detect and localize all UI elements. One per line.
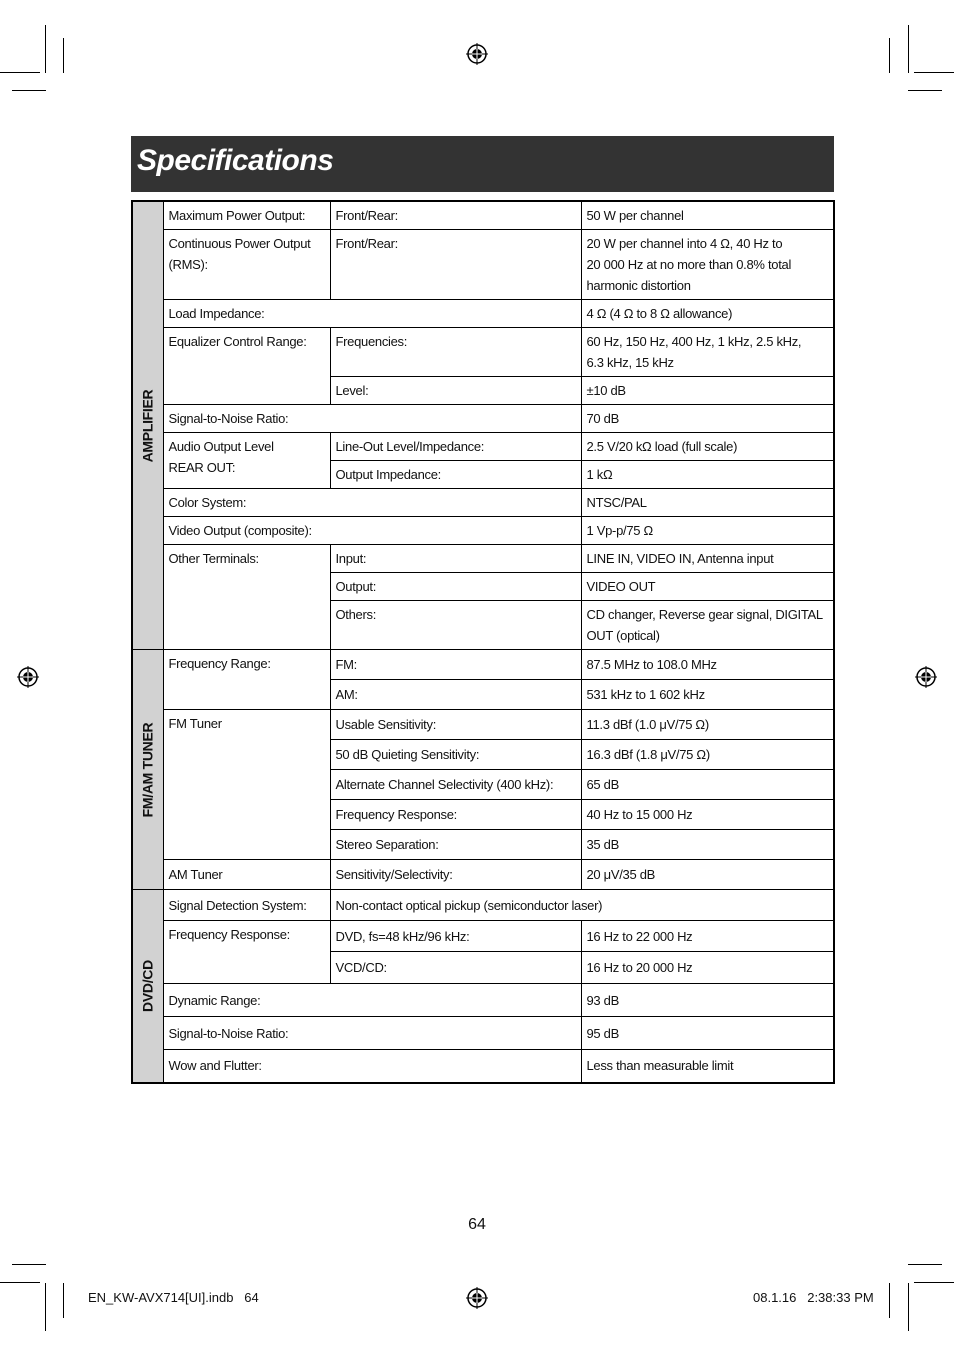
section-label-tuner: FM/AM TUNER (139, 722, 156, 817)
table-cell: 35 dB (581, 830, 834, 860)
table-row (132, 650, 834, 680)
crop-mark (889, 1283, 890, 1318)
table-cell: Input: (330, 545, 581, 573)
cell-line: 20 W per channel into 4 Ω, 40 Hz to (586, 236, 783, 251)
crop-mark (45, 25, 46, 73)
table-cell: 40 Hz to 15 000 Hz (581, 800, 834, 830)
table-cell: AM: (330, 680, 581, 710)
table-row (132, 489, 834, 517)
table-cell: 65 dB (581, 770, 834, 800)
table-cell: Frequency Response: (330, 800, 581, 830)
table-cell: 50 W per channel (581, 201, 834, 230)
table-cell: 1 Vp-p/75 Ω (581, 517, 834, 545)
table-cell: Less than measurable limit (581, 1050, 834, 1083)
table-cell: Continuous Power Output (RMS): (163, 230, 330, 300)
crop-mark (0, 72, 40, 73)
table-cell: Load Impedance: (163, 300, 581, 328)
table-cell: Video Output (composite): (163, 517, 581, 545)
table-row (132, 201, 834, 230)
crop-mark (908, 1283, 909, 1331)
table-cell: 2.5 V/20 kΩ load (full scale) (581, 433, 834, 461)
table-cell: 20 μV/35 dB (581, 860, 834, 890)
table-cell: Sensitivity/Selectivity: (330, 860, 581, 890)
table-cell: Stereo Separation: (330, 830, 581, 860)
crop-mark (908, 90, 942, 91)
table-cell: Usable Sensitivity: (330, 710, 581, 740)
table-cell: Signal-to-Noise Ratio: (163, 405, 581, 433)
table-cell: AM Tuner (163, 860, 330, 890)
table-cell: CD changer, Reverse gear signal, DIGITAL OUT (optical) (581, 601, 834, 650)
table-cell: DVD, fs=48 kHz/96 kHz: (330, 921, 581, 952)
table-cell: Non-contact optical pickup (semiconductor laser) (330, 890, 834, 921)
table-row (132, 230, 834, 300)
crop-mark (908, 25, 909, 73)
table-cell: 1 kΩ (581, 461, 834, 489)
table-cell: Frequencies: (330, 328, 581, 377)
table-cell: Others: (330, 601, 581, 650)
specifications-table (131, 200, 835, 1084)
crop-mark (914, 1282, 954, 1283)
table-cell: 16 Hz to 22 000 Hz (581, 921, 834, 952)
table-cell: Frequency Range: (163, 650, 330, 710)
table-cell: 4 Ω (4 Ω to 8 Ω allowance) (581, 300, 834, 328)
table-cell: Equalizer Control Range: (163, 328, 330, 405)
table-cell: 16 Hz to 20 000 Hz (581, 952, 834, 984)
table-cell: Dynamic Range: (163, 984, 581, 1017)
table-cell: Signal Detection System: (163, 890, 330, 921)
table-cell: 531 kHz to 1 602 kHz (581, 680, 834, 710)
cell-line: 6.3 kHz, 15 kHz (586, 355, 674, 370)
crop-mark (63, 38, 64, 73)
crop-mark (12, 90, 46, 91)
table-cell: Alternate Channel Selectivity (400 kHz): (330, 770, 581, 800)
registration-mark-icon (915, 666, 937, 688)
crop-mark (889, 38, 890, 73)
cell-line: REAR OUT: (168, 460, 236, 475)
crop-mark (12, 1264, 46, 1265)
registration-mark-icon (466, 43, 488, 65)
footer-timestamp: 08.1.16 2:38:33 PM (753, 1290, 874, 1305)
section-label-amplifier: AMPLIFIER (139, 389, 156, 462)
table-cell: Output: (330, 573, 581, 601)
table-cell: VIDEO OUT (581, 573, 834, 601)
table-row (132, 921, 834, 952)
table-cell: FM: (330, 650, 581, 680)
table-cell (163, 433, 330, 489)
table-cell: Wow and Flutter: (163, 1050, 581, 1083)
table-cell: FM Tuner (163, 710, 330, 860)
section-label-cell (132, 650, 163, 890)
table-cell: Color System: (163, 489, 581, 517)
table-cell: 93 dB (581, 984, 834, 1017)
table-cell: 95 dB (581, 1017, 834, 1050)
table-cell: Level: (330, 377, 581, 405)
table-cell: Output Impedance: (330, 461, 581, 489)
cell-line: 60 Hz, 150 Hz, 400 Hz, 1 kHz, 2.5 kHz, (586, 334, 802, 349)
table-row (132, 890, 834, 921)
section-label-cell (132, 890, 163, 1083)
table-row (132, 300, 834, 328)
table-cell (581, 328, 834, 377)
table-cell: Maximum Power Output: (163, 201, 330, 230)
table-cell: 50 dB Quieting Sensitivity: (330, 740, 581, 770)
table-row (132, 710, 834, 740)
table-row (132, 328, 834, 377)
table-cell: Front/Rear: (330, 201, 581, 230)
cell-line: Audio Output Level (168, 439, 274, 454)
crop-mark (45, 1283, 46, 1331)
table-cell: ±10 dB (581, 377, 834, 405)
table-cell: 70 dB (581, 405, 834, 433)
registration-mark-icon (17, 666, 39, 688)
table-cell: 11.3 dBf (1.0 μV/75 Ω) (581, 710, 834, 740)
table-cell: Line-Out Level/Impedance: (330, 433, 581, 461)
table-cell: LINE IN, VIDEO IN, Antenna input (581, 545, 834, 573)
crop-mark (908, 1264, 942, 1265)
crop-mark (63, 1283, 64, 1318)
table-cell: 87.5 MHz to 108.0 MHz (581, 650, 834, 680)
section-label-cell (132, 201, 163, 650)
table-row (132, 433, 834, 461)
table-cell: NTSC/PAL (581, 489, 834, 517)
registration-mark-icon (466, 1287, 488, 1309)
crop-mark (914, 72, 954, 73)
table-cell: Other Terminals: (163, 545, 330, 650)
page-title: Specifications (137, 144, 334, 177)
table-cell: Frequency Response: (163, 921, 330, 984)
table-row (132, 1050, 834, 1083)
cell-line: 20 000 Hz at no more than 0.8% total (586, 257, 792, 272)
table-cell: Front/Rear: (330, 230, 581, 300)
table-row (132, 1017, 834, 1050)
table-row (132, 984, 834, 1017)
table-cell: Signal-to-Noise Ratio: (163, 1017, 581, 1050)
table-row (132, 860, 834, 890)
table-cell: VCD/CD: (330, 952, 581, 984)
page-number: 64 (468, 1216, 486, 1233)
table-cell (581, 230, 834, 300)
footer-file-info: EN_KW-AVX714[UI].indb 64 (88, 1290, 259, 1305)
table-row (132, 545, 834, 573)
title-bar (131, 136, 834, 192)
table-cell: 16.3 dBf (1.8 μV/75 Ω) (581, 740, 834, 770)
crop-mark (0, 1282, 40, 1283)
section-label-dvd: DVD/CD (139, 959, 156, 1012)
table-row (132, 405, 834, 433)
table-row (132, 517, 834, 545)
cell-line: harmonic distortion (586, 278, 691, 293)
